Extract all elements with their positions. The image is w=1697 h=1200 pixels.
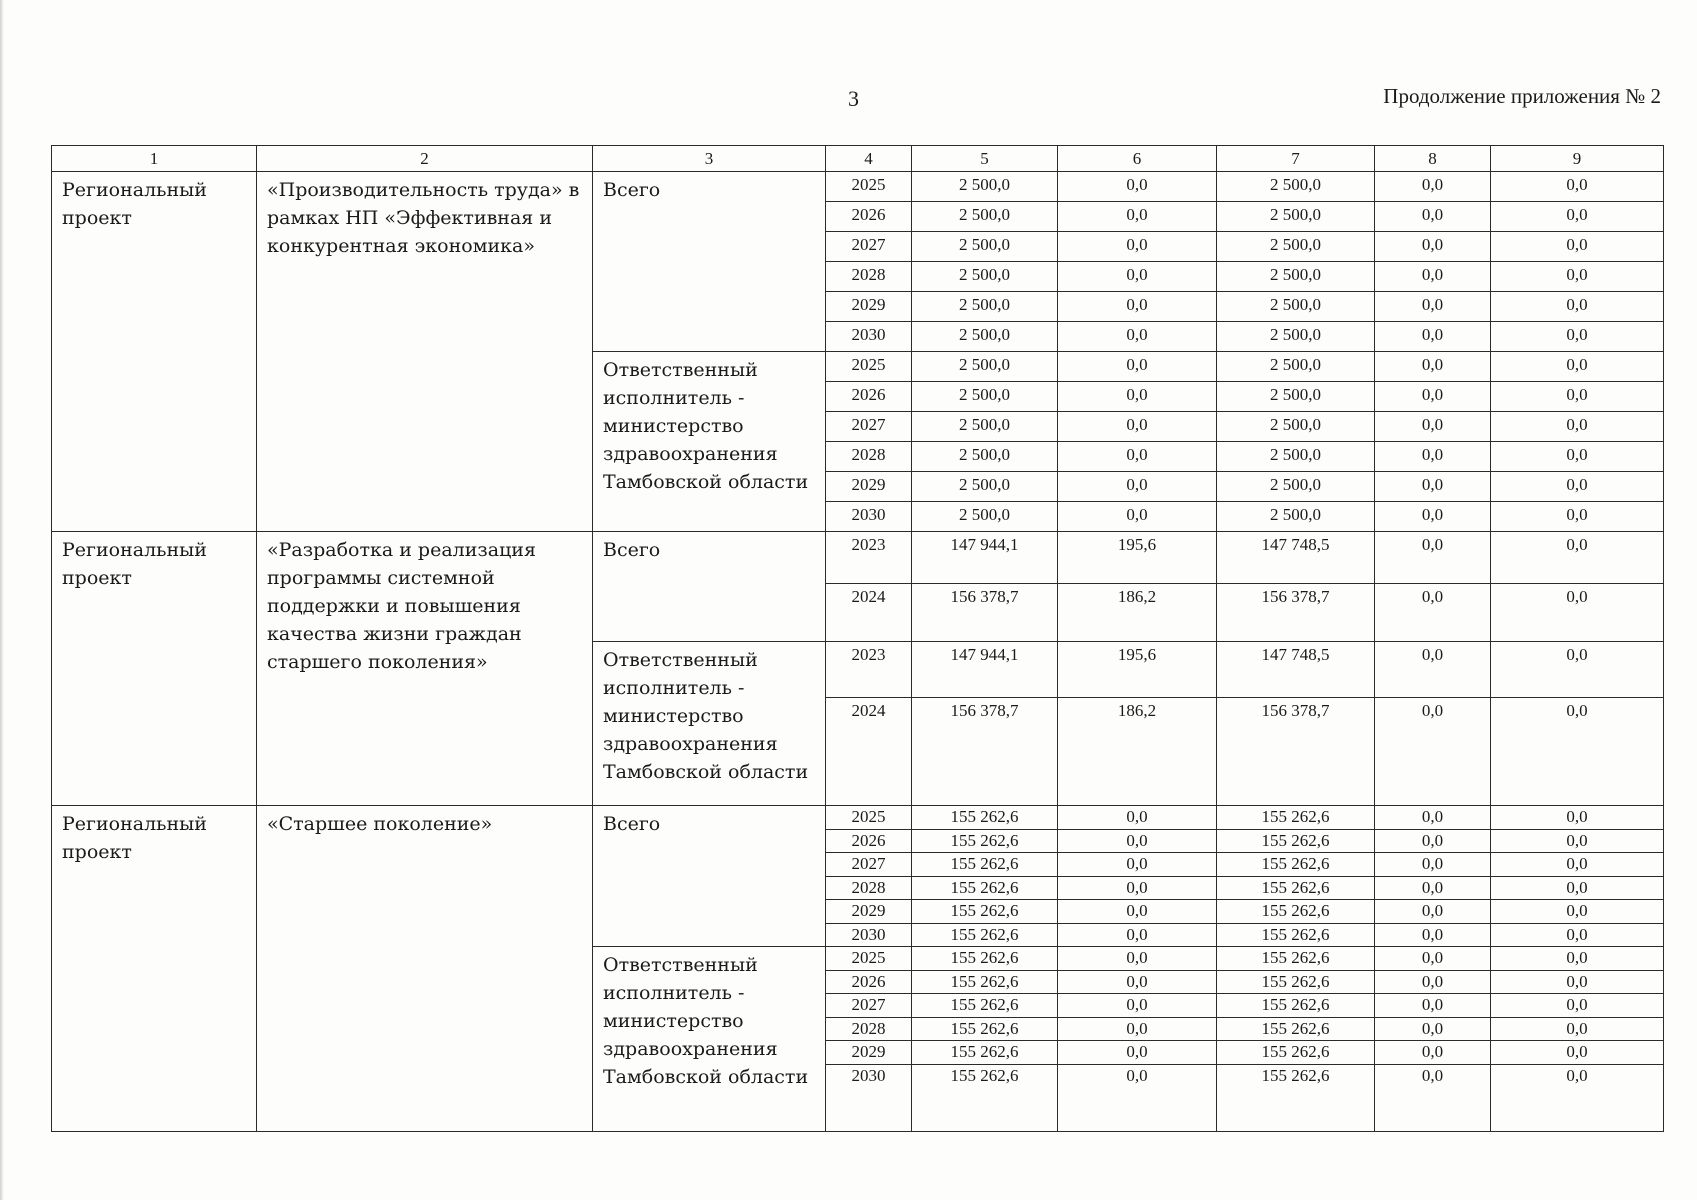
year-cell: 2025	[826, 172, 912, 202]
year-cell: 2026	[826, 970, 912, 994]
table-row	[52, 172, 1664, 202]
local-cell: 0,0	[1375, 262, 1491, 292]
total-cell: 155 262,6	[912, 947, 1058, 971]
regional-cell: 155 262,6	[1217, 829, 1375, 853]
column-header: 8	[1375, 146, 1491, 172]
total-cell: 156 378,7	[912, 584, 1058, 642]
local-cell: 0,0	[1375, 502, 1491, 532]
local-cell: 0,0	[1375, 584, 1491, 642]
total-cell: 155 262,6	[912, 853, 1058, 877]
regional-cell: 2 500,0	[1217, 412, 1375, 442]
year-cell: 2024	[826, 698, 912, 806]
other-cell: 0,0	[1491, 382, 1664, 412]
federal-cell: 0,0	[1058, 382, 1217, 412]
regional-cell: 155 262,6	[1217, 1017, 1375, 1041]
other-cell: 0,0	[1491, 923, 1664, 947]
total-cell: 2 500,0	[912, 502, 1058, 532]
regional-cell: 155 262,6	[1217, 970, 1375, 994]
year-cell: 2030	[826, 502, 912, 532]
year-cell: 2023	[826, 642, 912, 698]
regional-cell: 155 262,6	[1217, 994, 1375, 1018]
column-header: 7	[1217, 146, 1375, 172]
year-cell: 2026	[826, 382, 912, 412]
federal-cell: 0,0	[1058, 923, 1217, 947]
total-cell: 155 262,6	[912, 1017, 1058, 1041]
federal-cell: 0,0	[1058, 292, 1217, 322]
project-type-cell: Региональный проект	[52, 172, 257, 532]
federal-cell: 0,0	[1058, 994, 1217, 1018]
local-cell: 0,0	[1375, 532, 1491, 584]
total-cell: 155 262,6	[912, 876, 1058, 900]
other-cell: 0,0	[1491, 202, 1664, 232]
column-header: 6	[1058, 146, 1217, 172]
other-cell: 0,0	[1491, 292, 1664, 322]
local-cell: 0,0	[1375, 876, 1491, 900]
executor-cell: Всего	[593, 806, 826, 947]
other-cell: 0,0	[1491, 172, 1664, 202]
federal-cell: 195,6	[1058, 642, 1217, 698]
local-cell: 0,0	[1375, 232, 1491, 262]
regional-cell: 2 500,0	[1217, 442, 1375, 472]
local-cell: 0,0	[1375, 923, 1491, 947]
year-cell: 2025	[826, 947, 912, 971]
federal-cell: 0,0	[1058, 876, 1217, 900]
federal-cell: 0,0	[1058, 806, 1217, 830]
regional-cell: 2 500,0	[1217, 202, 1375, 232]
federal-cell: 0,0	[1058, 262, 1217, 292]
total-cell: 2 500,0	[912, 202, 1058, 232]
year-cell: 2030	[826, 322, 912, 352]
total-cell: 2 500,0	[912, 172, 1058, 202]
project-name-cell: «Разработка и реализация программы системной поддержки и повышения качества жизни граждан старшего поколения»	[257, 532, 593, 806]
regional-cell: 2 500,0	[1217, 382, 1375, 412]
other-cell: 0,0	[1491, 352, 1664, 382]
federal-cell: 195,6	[1058, 532, 1217, 584]
total-cell: 2 500,0	[912, 472, 1058, 502]
local-cell: 0,0	[1375, 1041, 1491, 1065]
regional-cell: 2 500,0	[1217, 352, 1375, 382]
local-cell: 0,0	[1375, 642, 1491, 698]
year-cell: 2027	[826, 853, 912, 877]
column-header: 4	[826, 146, 912, 172]
total-cell: 147 944,1	[912, 642, 1058, 698]
year-cell: 2026	[826, 829, 912, 853]
local-cell: 0,0	[1375, 698, 1491, 806]
project-name-cell: «Старшее поколение»	[257, 806, 593, 1132]
regional-cell: 155 262,6	[1217, 1041, 1375, 1065]
total-cell: 156 378,7	[912, 698, 1058, 806]
federal-cell: 0,0	[1058, 472, 1217, 502]
federal-cell: 0,0	[1058, 502, 1217, 532]
other-cell: 0,0	[1491, 262, 1664, 292]
other-cell: 0,0	[1491, 947, 1664, 971]
federal-cell: 0,0	[1058, 947, 1217, 971]
regional-cell: 2 500,0	[1217, 232, 1375, 262]
year-cell: 2025	[826, 352, 912, 382]
regional-cell: 156 378,7	[1217, 698, 1375, 806]
total-cell: 155 262,6	[912, 1064, 1058, 1131]
local-cell: 0,0	[1375, 412, 1491, 442]
column-number-row	[52, 146, 1664, 172]
federal-cell: 186,2	[1058, 584, 1217, 642]
other-cell: 0,0	[1491, 412, 1664, 442]
executor-cell: Всего	[593, 172, 826, 352]
year-cell: 2023	[826, 532, 912, 584]
federal-cell: 0,0	[1058, 829, 1217, 853]
page-heading: Продолжение приложения № 2	[1383, 84, 1661, 108]
local-cell: 0,0	[1375, 472, 1491, 502]
total-cell: 155 262,6	[912, 994, 1058, 1018]
year-cell: 2030	[826, 923, 912, 947]
year-cell: 2030	[826, 1064, 912, 1131]
other-cell: 0,0	[1491, 532, 1664, 584]
year-cell: 2027	[826, 412, 912, 442]
federal-cell: 0,0	[1058, 970, 1217, 994]
other-cell: 0,0	[1491, 642, 1664, 698]
total-cell: 2 500,0	[912, 262, 1058, 292]
total-cell: 155 262,6	[912, 829, 1058, 853]
local-cell: 0,0	[1375, 1064, 1491, 1131]
local-cell: 0,0	[1375, 806, 1491, 830]
year-cell: 2029	[826, 472, 912, 502]
regional-cell: 2 500,0	[1217, 172, 1375, 202]
executor-cell: Ответственный исполнитель - министерство здравоохранения Тамбовской области	[593, 642, 826, 806]
regional-cell: 155 262,6	[1217, 876, 1375, 900]
other-cell: 0,0	[1491, 698, 1664, 806]
other-cell: 0,0	[1491, 502, 1664, 532]
other-cell: 0,0	[1491, 1041, 1664, 1065]
regional-cell: 2 500,0	[1217, 472, 1375, 502]
executor-cell: Ответственный исполнитель - министерство здравоохранения Тамбовской области	[593, 947, 826, 1132]
table-row	[52, 806, 1664, 830]
local-cell: 0,0	[1375, 352, 1491, 382]
total-cell: 155 262,6	[912, 1041, 1058, 1065]
regional-cell: 147 748,5	[1217, 532, 1375, 584]
total-cell: 155 262,6	[912, 970, 1058, 994]
executor-cell: Ответственный исполнитель - министерство здравоохранения Тамбовской области	[593, 352, 826, 532]
column-header: 3	[593, 146, 826, 172]
regional-cell: 2 500,0	[1217, 262, 1375, 292]
regional-cell: 155 262,6	[1217, 947, 1375, 971]
federal-cell: 0,0	[1058, 1017, 1217, 1041]
year-cell: 2029	[826, 900, 912, 924]
total-cell: 2 500,0	[912, 352, 1058, 382]
total-cell: 2 500,0	[912, 442, 1058, 472]
federal-cell: 0,0	[1058, 202, 1217, 232]
total-cell: 147 944,1	[912, 532, 1058, 584]
other-cell: 0,0	[1491, 322, 1664, 352]
federal-cell: 0,0	[1058, 442, 1217, 472]
regional-cell: 155 262,6	[1217, 806, 1375, 830]
regional-cell: 2 500,0	[1217, 292, 1375, 322]
total-cell: 2 500,0	[912, 382, 1058, 412]
federal-cell: 0,0	[1058, 322, 1217, 352]
year-cell: 2029	[826, 292, 912, 322]
local-cell: 0,0	[1375, 829, 1491, 853]
federal-cell: 0,0	[1058, 900, 1217, 924]
regional-cell: 147 748,5	[1217, 642, 1375, 698]
federal-cell: 0,0	[1058, 412, 1217, 442]
federal-cell: 0,0	[1058, 853, 1217, 877]
regional-cell: 2 500,0	[1217, 502, 1375, 532]
total-cell: 2 500,0	[912, 232, 1058, 262]
column-header: 9	[1491, 146, 1664, 172]
federal-cell: 0,0	[1058, 232, 1217, 262]
year-cell: 2026	[826, 202, 912, 232]
local-cell: 0,0	[1375, 1017, 1491, 1041]
regional-cell: 155 262,6	[1217, 923, 1375, 947]
project-type-cell: Региональный проект	[52, 806, 257, 1132]
local-cell: 0,0	[1375, 994, 1491, 1018]
budget-table	[51, 145, 1664, 1132]
federal-cell: 0,0	[1058, 1064, 1217, 1131]
other-cell: 0,0	[1491, 442, 1664, 472]
year-cell: 2028	[826, 262, 912, 292]
year-cell: 2027	[826, 232, 912, 262]
federal-cell: 0,0	[1058, 352, 1217, 382]
local-cell: 0,0	[1375, 442, 1491, 472]
column-header: 1	[52, 146, 257, 172]
year-cell: 2025	[826, 806, 912, 830]
project-name-cell: «Производительность труда» в рамках НП «Эффективная и конкурентная экономика»	[257, 172, 593, 532]
other-cell: 0,0	[1491, 853, 1664, 877]
local-cell: 0,0	[1375, 202, 1491, 232]
other-cell: 0,0	[1491, 1064, 1664, 1131]
other-cell: 0,0	[1491, 472, 1664, 502]
budget-body	[52, 172, 1664, 1132]
federal-cell: 186,2	[1058, 698, 1217, 806]
executor-cell: Всего	[593, 532, 826, 642]
total-cell: 2 500,0	[912, 322, 1058, 352]
local-cell: 0,0	[1375, 382, 1491, 412]
year-cell: 2024	[826, 584, 912, 642]
year-cell: 2029	[826, 1041, 912, 1065]
year-cell: 2028	[826, 1017, 912, 1041]
other-cell: 0,0	[1491, 1017, 1664, 1041]
year-cell: 2028	[826, 876, 912, 900]
total-cell: 2 500,0	[912, 412, 1058, 442]
total-cell: 155 262,6	[912, 923, 1058, 947]
total-cell: 2 500,0	[912, 292, 1058, 322]
local-cell: 0,0	[1375, 292, 1491, 322]
other-cell: 0,0	[1491, 970, 1664, 994]
project-type-cell: Региональный проект	[52, 532, 257, 806]
scan-edge	[0, 0, 4, 1200]
federal-cell: 0,0	[1058, 1041, 1217, 1065]
other-cell: 0,0	[1491, 584, 1664, 642]
other-cell: 0,0	[1491, 900, 1664, 924]
regional-cell: 155 262,6	[1217, 853, 1375, 877]
regional-cell: 155 262,6	[1217, 900, 1375, 924]
local-cell: 0,0	[1375, 172, 1491, 202]
year-cell: 2028	[826, 442, 912, 472]
regional-cell: 156 378,7	[1217, 584, 1375, 642]
regional-cell: 2 500,0	[1217, 322, 1375, 352]
other-cell: 0,0	[1491, 829, 1664, 853]
column-header: 5	[912, 146, 1058, 172]
page-number: 3	[848, 86, 859, 111]
regional-cell: 155 262,6	[1217, 1064, 1375, 1131]
table-row	[52, 532, 1664, 584]
other-cell: 0,0	[1491, 994, 1664, 1018]
local-cell: 0,0	[1375, 947, 1491, 971]
local-cell: 0,0	[1375, 322, 1491, 352]
column-header: 2	[257, 146, 593, 172]
total-cell: 155 262,6	[912, 806, 1058, 830]
local-cell: 0,0	[1375, 853, 1491, 877]
local-cell: 0,0	[1375, 900, 1491, 924]
other-cell: 0,0	[1491, 876, 1664, 900]
total-cell: 155 262,6	[912, 900, 1058, 924]
federal-cell: 0,0	[1058, 172, 1217, 202]
other-cell: 0,0	[1491, 806, 1664, 830]
other-cell: 0,0	[1491, 232, 1664, 262]
local-cell: 0,0	[1375, 970, 1491, 994]
year-cell: 2027	[826, 994, 912, 1018]
